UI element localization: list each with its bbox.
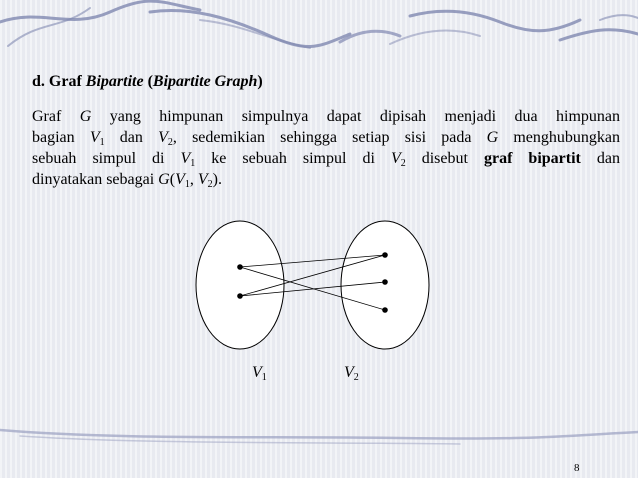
text-run: ke sebuah simpul di xyxy=(195,150,391,167)
label-letter: V xyxy=(344,364,354,381)
graph-symbol: G xyxy=(158,171,170,188)
heading-paren-close: ) xyxy=(257,73,263,90)
heading-english-term: Bipartite Graph xyxy=(152,73,258,90)
text-run: dan xyxy=(580,150,621,167)
label-subscript: 2 xyxy=(353,372,359,383)
label-letter: V xyxy=(252,364,262,381)
heading-prefix: d. Graf xyxy=(32,73,86,90)
text-run: Graf xyxy=(32,108,80,125)
subscript: 1 xyxy=(184,179,190,190)
vertex-v2-a xyxy=(382,252,388,258)
vertex-v1-a xyxy=(237,264,243,270)
text-run: sebuah simpul di xyxy=(32,150,181,167)
subscript: 2 xyxy=(207,179,213,190)
text-run: , sedemikian sehingga setiap sisi pada xyxy=(172,129,487,146)
text-run: dinyatakan sebagai xyxy=(32,171,159,188)
vertex-set-symbol: V xyxy=(89,129,100,146)
heading-paren-open: ( xyxy=(143,73,153,90)
vertex-v2-b xyxy=(382,279,388,285)
subscript: 1 xyxy=(99,137,105,148)
heading-term: Bipartite xyxy=(85,73,144,90)
vertex-set-symbol: V xyxy=(180,150,191,167)
text-run: , xyxy=(189,171,198,188)
vertex-set-symbol: V xyxy=(158,129,168,146)
graph-symbol: G xyxy=(486,129,499,146)
text-run: ). xyxy=(212,171,222,188)
vertex-set-symbol: V xyxy=(390,150,401,167)
text-run: menghubungkan xyxy=(498,129,621,146)
label-v2 xyxy=(344,364,359,382)
label-v1 xyxy=(252,364,267,382)
text-run: dan xyxy=(104,129,159,146)
graph-symbol: G xyxy=(79,108,92,125)
page-number: 8 xyxy=(574,462,580,474)
vertex-set-symbol: V xyxy=(197,171,208,188)
text-run: disebut xyxy=(405,150,484,167)
vertex-v2-c xyxy=(382,307,388,313)
vertex-set-symbol: V xyxy=(175,171,185,188)
subscript: 2 xyxy=(167,137,173,148)
vertex-set-v1-ellipse xyxy=(196,221,284,349)
subscript: 1 xyxy=(190,158,196,169)
text-run: yang himpunan simpulnya dapat dipisah menjadi dua himpunan xyxy=(91,108,621,125)
vertex-v1-b xyxy=(237,293,243,299)
text-run: ( xyxy=(169,171,176,188)
text-run: bagian xyxy=(32,129,90,146)
defined-term: graf bipartit xyxy=(483,150,581,167)
subscript: 2 xyxy=(400,158,406,169)
label-subscript: 1 xyxy=(261,372,267,383)
